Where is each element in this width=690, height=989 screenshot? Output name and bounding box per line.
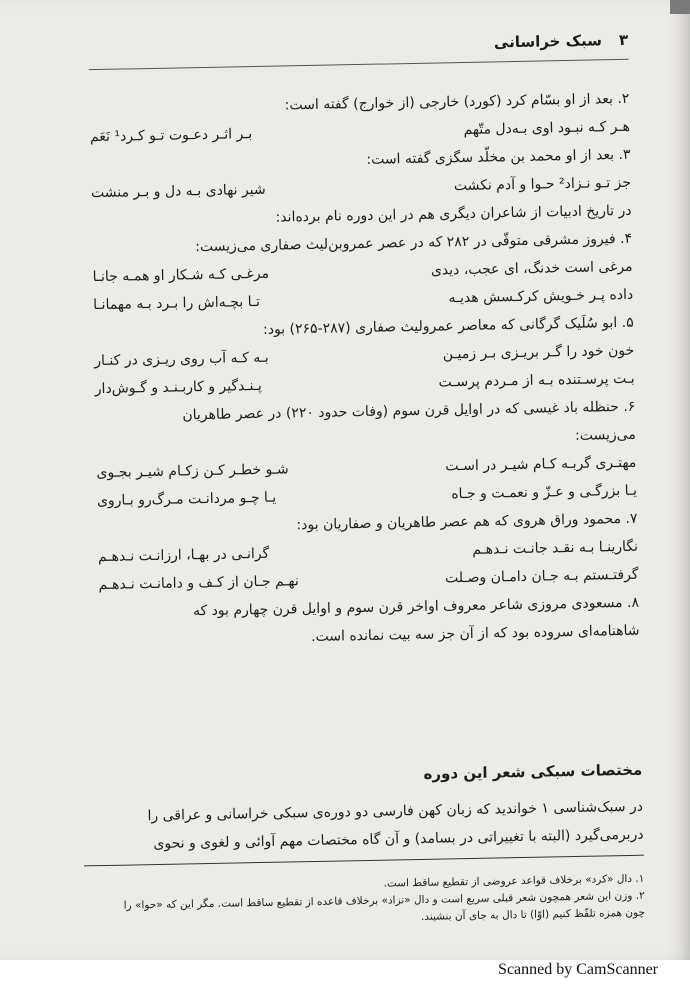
hemistich: هـر کـه نبـود اوی بـه‌دل متّهم <box>463 118 631 138</box>
page-number: ۳ <box>618 30 629 49</box>
paragraph: ۷. محمود وراق هروی که هم عصر طاهریان و صفاریان بود: <box>296 510 638 534</box>
scanner-watermark: Scanned by CamScanner <box>498 961 658 978</box>
paragraph: در تاریخ ادبیات از شاعران دیگری هم در این دوره نام برده‌اند: <box>275 202 632 226</box>
body-text <box>89 85 640 655</box>
running-title: سبک خراسانی <box>493 31 603 52</box>
hemistich: خون خود را گـر بریـزی بـر زمیـن <box>442 342 635 363</box>
hemistich: مرغـی کـه شـکار او همـه جانـا <box>92 265 270 286</box>
hemistich: بـت پرسـتنده بـه از مـردم پرسـت <box>438 370 635 391</box>
hemistich: یـا چـو مردانـت مـرگ‌رو بـاروی <box>96 489 277 510</box>
hemistich: شیر نهادی بـه دل و بـر منشت <box>90 181 266 202</box>
hemistich: مهتـری گربـه کـام شیـر در اسـت <box>445 454 637 475</box>
footnotes <box>104 871 645 932</box>
footnote: ۱. دال «کرد» برخلاف قواعد عروضی از تقطیع ساقط است. <box>383 872 645 890</box>
paragraph: ۵. ابو سُلَیک گرگانی که معاصر عمرولیث صفاری (۲۸۷-۲۶۵) بود: <box>262 314 634 338</box>
hemistich: شـو خطـر کـن زکـام شیـر بجـوی <box>96 461 289 482</box>
paragraph: ۴. فیروز مشرقی متوفّی در ۲۸۲ که در عصر عمروبن‌لیث صفاری می‌زیست: <box>195 230 633 256</box>
footnote: ۲. وزن این شعر همچون شعر قبلی سریع است و دال «نزاد» برخلاف قاعده از تقطیع ساقط است. مگر این که «حوا» را چون همزه تلفّظ کنیم (اوّا) تا دال به جای آن بنشیند. <box>123 889 646 923</box>
paragraph: ۸. مسعودی مروزی شاعر معروف اواخر قرن سوم و اوایل قرن چهارم بود که <box>192 594 640 620</box>
paragraph: ۶. حنظله باد غیسی که در اوایل قرن سوم (وفات حدود ۲۲۰) در عصر طاهریان <box>182 398 636 424</box>
hemistich: یـا بزرگـی و عـزّ و نعمـت و جـاه <box>451 482 638 503</box>
page-edge-mark <box>670 0 690 14</box>
hemistich: پـنـدگیر و کاربـنـد و گـوش‌دار <box>94 377 262 398</box>
header-rule <box>89 59 629 70</box>
book-page <box>88 25 646 955</box>
hemistich: نهـم جـان از کـف و دامانـت نـدهـم <box>98 573 299 594</box>
hemistich: تـا بچـه‌اش را بـرد بـه مهمانـا <box>93 293 261 314</box>
paragraph: دربرمی‌گیرد (البته با تغییراتی در بسامد) و آن گاه مختصات مهم آوائی و لغوی و نحوی <box>153 826 644 853</box>
paragraph: شاهنامه‌ای سروده بود که از آن جز سه بیت نمانده است. <box>310 622 640 646</box>
hemistich: بـر اثـر دعـوت تـو کـرد¹ نَعَم <box>89 126 253 146</box>
hemistich: داده پـر خـویش کرکـسش هدیـه <box>448 286 634 307</box>
paragraph: در سبک‌شناسی ۱ خواندید که زبان کهن فارسی دو دوره‌ی سبکی خراسانی و عراقی را <box>147 798 644 825</box>
hemistich: نگارینـا بـه نقـد جانـت نـدهـم <box>472 538 639 558</box>
hemistich: بـه کـه آب روی ریـزی در کنـار <box>94 349 269 370</box>
paragraph: می‌زیست: <box>574 426 636 444</box>
hemistich: گرانـی در بهـا، ارزانـت نـدهـم <box>97 545 270 566</box>
hemistich: مرغی است خدنگ، ای عجب، دیدی <box>430 258 633 279</box>
section-heading: مختصات سبکی شعر این دوره <box>423 760 643 783</box>
paragraph: ۲. بعد از او بسّام کرد (کورد) خارجی (از خوارج) گفته است: <box>284 90 630 114</box>
hemistich: گرفتـستم بـه جـان دامـان وصـلت <box>444 566 639 587</box>
running-header <box>208 31 628 57</box>
section-body <box>103 793 644 859</box>
paragraph: ۳. بعد از او محمد بن مخلّد سگزی گفته است: <box>366 146 631 168</box>
hemistich: جز تـو نـزاد² حـوا و آدم نکشت <box>453 174 632 195</box>
